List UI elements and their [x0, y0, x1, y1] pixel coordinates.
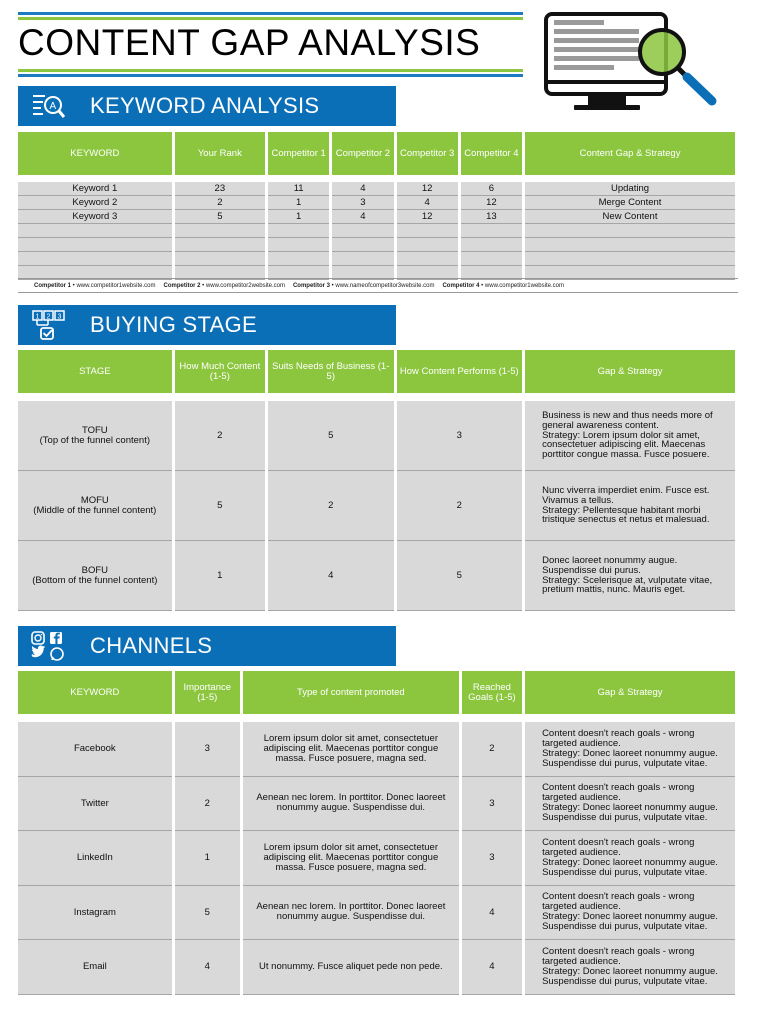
table-cell: 5: [268, 401, 394, 471]
header-channel-gap-strategy: Gap & Strategy: [525, 671, 735, 714]
header-keyword: KEYWORD: [18, 132, 172, 175]
table-cell: [461, 238, 522, 252]
competitor-label: Competitor 1: [34, 282, 72, 289]
header-stage: STAGE: [18, 350, 172, 393]
table-cell: 4: [175, 940, 240, 995]
svg-text:3: 3: [57, 313, 62, 321]
strategy-text: Strategy: Donec laoreet nonummy augue. Suspendisse dui purus, vulputate vitae.: [542, 965, 718, 987]
header-suits-needs: Suits Needs of Business (1-5): [268, 350, 394, 393]
table-row: [18, 252, 735, 266]
table-cell: 2: [175, 196, 265, 210]
header-rule-bottom-blue: [18, 74, 523, 77]
stage-cell: [18, 471, 172, 541]
table-row: [18, 238, 735, 252]
table-cell: 5: [175, 886, 240, 941]
buying-stage-table: [15, 350, 738, 611]
table-cell: Merge Content: [525, 196, 735, 210]
strategy-text: Strategy: Donec laoreet nonummy augue. Suspendisse dui purus, vulputate vitae.: [542, 911, 718, 933]
svg-text:A: A: [49, 101, 57, 112]
table-cell: 12: [397, 210, 458, 224]
table-row: [18, 210, 735, 224]
table-cell: Ut nonummy. Fusce aliquet pede non pede.: [243, 940, 459, 995]
buying-stage-title: BUYING STAGE: [90, 312, 257, 337]
table-cell: Keyword 1: [18, 182, 172, 196]
channel-name: Instagram: [18, 886, 172, 941]
buying-stage-bar: [18, 305, 396, 345]
gap-text: Content doesn't reach goals - wrong targeted audience.: [542, 945, 695, 967]
header-your-rank: Your Rank: [175, 132, 265, 175]
stage-name: TOFU: [81, 424, 108, 436]
table-cell: 5: [175, 471, 265, 541]
table-cell: [525, 252, 735, 266]
stage-description: (Top of the funnel content): [39, 434, 151, 446]
header-rule-bottom-green: [18, 69, 523, 72]
monitor-magnifier-icon: [544, 12, 720, 112]
table-cell: [332, 252, 393, 266]
table-cell: [461, 224, 522, 238]
table-cell: 6: [461, 182, 522, 196]
channel-name: LinkedIn: [18, 831, 172, 886]
header-gap-strategy: Gap & Strategy: [525, 350, 735, 393]
gap-text: Content doesn't reach goals - wrong targeted audience.: [542, 782, 695, 804]
table-cell: 1: [175, 831, 240, 886]
strategy-text: Strategy: Donec laoreet nonummy augue. Suspendisse dui purus, vulputate vitae.: [542, 856, 718, 878]
competitor-label: Competitor 3: [292, 282, 330, 289]
competitor-legend: [18, 278, 738, 293]
strategy-text: Strategy: Scelerisque at, vulputate vitae, pretium mattis, nunc. Mauris eget.: [542, 574, 713, 596]
gap-text: Nunc viverra imperdiet enim. Fusce est. Vivamus a tellus.: [542, 484, 710, 506]
table-cell: 5: [175, 210, 265, 224]
table-cell: Lorem ipsum dolor sit amet, consectetuer adipiscing elit. Maecenas porttitor congue massa. Fusce posuere, magna sed.: [243, 831, 459, 886]
gap-text: Donec laoreet nonummy augue. Suspendisse dui purus.: [542, 554, 678, 576]
competitor-site: www.competitor2website.com: [205, 282, 285, 289]
table-cell: 3: [175, 722, 240, 777]
table-row: [18, 831, 735, 886]
channels-bar: [18, 626, 396, 666]
competitor-site: www.competitor1website.com: [484, 282, 564, 289]
table-cell: 2: [397, 471, 523, 541]
table-cell: [332, 224, 393, 238]
table-cell: [18, 224, 172, 238]
gap-text: Content doesn't reach goals - wrong targeted audience.: [542, 836, 695, 858]
gap-strategy-cell: [525, 886, 735, 941]
table-cell: [525, 238, 735, 252]
header-channel-keyword: KEYWORD: [18, 671, 172, 714]
table-cell: 4: [462, 940, 522, 995]
table-row: [18, 196, 735, 210]
competitor-1-note: Competitor 1 • www.competitor1website.com: [34, 282, 156, 289]
stage-name: MOFU: [80, 494, 109, 506]
table-cell: 1: [268, 210, 329, 224]
gap-strategy-cell: [525, 541, 735, 611]
stage-name: BOFU: [81, 564, 109, 576]
table-cell: [268, 252, 329, 266]
table-cell: [397, 224, 458, 238]
strategy-text: Strategy: Donec laoreet nonummy augue. Suspendisse dui purus, vulputate vitae.: [542, 747, 718, 769]
strategy-text: Strategy: Pellentesque habitant morbi tristique senectus et netus et malesuad.: [542, 504, 710, 526]
table-cell: [397, 238, 458, 252]
channels-title: CHANNELS: [90, 633, 213, 658]
table-row: [18, 722, 735, 777]
strategy-text: Strategy: Donec laoreet nonummy augue. Suspendisse dui purus, vulputate vitae.: [542, 802, 718, 824]
table-cell: 11: [268, 182, 329, 196]
table-cell: [18, 238, 172, 252]
table-cell: Keyword 2: [18, 196, 172, 210]
table-cell: [18, 252, 172, 266]
competitor-4-note: Competitor 4 • www.competitor1website.com: [442, 282, 564, 289]
stage-cell: [18, 401, 172, 471]
gap-strategy-cell: [525, 722, 735, 777]
header-competitor-3: Competitor 3: [397, 132, 458, 175]
table-row: [18, 777, 735, 832]
table-cell: 4: [462, 886, 522, 941]
channels-table: [15, 671, 738, 995]
table-cell: [175, 224, 265, 238]
table-cell: Aenean nec lorem. In porttitor. Donec laoreet nonummy augue. Suspendisse dui.: [243, 886, 459, 941]
table-cell: [397, 252, 458, 266]
channel-name: Facebook: [18, 722, 172, 777]
stage-cell: [18, 541, 172, 611]
table-cell: [268, 224, 329, 238]
header-competitor-1: Competitor 1: [268, 132, 329, 175]
competitor-site: www.nameofcompetitor3website.com: [335, 282, 435, 289]
table-row: [18, 182, 735, 196]
header-competitor-2: Competitor 2: [332, 132, 393, 175]
table-cell: New Content: [525, 210, 735, 224]
competitor-label: Competitor 4: [442, 282, 480, 289]
gap-strategy-cell: [525, 940, 735, 995]
numbered-steps-icon: [26, 305, 72, 345]
social-media-icon: [26, 626, 72, 666]
table-cell: 12: [397, 182, 458, 196]
page-title: CONTENT GAP ANALYSIS: [18, 22, 481, 63]
gap-strategy-cell: [525, 777, 735, 832]
keyword-table: [15, 132, 738, 280]
header-rule-top-blue: [18, 12, 523, 15]
table-cell: 4: [332, 210, 393, 224]
header-reached-goals: Reached Goals (1-5): [462, 671, 522, 714]
channel-name: Email: [18, 940, 172, 995]
svg-text:1: 1: [35, 313, 40, 321]
competitor-site: www.competitor1website.com: [76, 282, 156, 289]
keyword-analysis-bar: [18, 86, 396, 126]
table-row: [18, 541, 735, 611]
gap-strategy-cell: [525, 401, 735, 471]
keyword-search-icon: [26, 86, 72, 126]
table-cell: Aenean nec lorem. In porttitor. Donec laoreet nonummy augue. Suspendisse dui.: [243, 777, 459, 832]
table-row: [18, 471, 735, 541]
table-cell: 2: [175, 777, 240, 832]
channel-name: Twitter: [18, 777, 172, 832]
table-cell: 4: [397, 196, 458, 210]
table-cell: 12: [461, 196, 522, 210]
gap-text: Content doesn't reach goals - wrong targeted audience.: [542, 727, 695, 749]
svg-text:2: 2: [46, 313, 51, 321]
header-how-content-performs: How Content Performs (1-5): [397, 350, 523, 393]
table-cell: Keyword 3: [18, 210, 172, 224]
table-cell: 3: [462, 777, 522, 832]
table-cell: Updating: [525, 182, 735, 196]
gap-strategy-cell: [525, 471, 735, 541]
gap-strategy-cell: [525, 831, 735, 886]
table-cell: [175, 238, 265, 252]
keyword-analysis-title: KEYWORD ANALYSIS: [90, 93, 320, 118]
table-row: [18, 224, 735, 238]
table-cell: [461, 252, 522, 266]
competitor-2-note: Competitor 2 • www.competitor2website.com: [163, 282, 285, 289]
table-cell: 1: [175, 541, 265, 611]
gap-text: Business is new and thus needs more of general awareness content.: [542, 409, 713, 431]
table-cell: 1: [268, 196, 329, 210]
table-row: [18, 401, 735, 471]
gap-text: Content doesn't reach goals - wrong targeted audience.: [542, 891, 695, 913]
table-cell: 3: [332, 196, 393, 210]
table-cell: 3: [397, 401, 523, 471]
table-cell: 4: [268, 541, 394, 611]
competitor-label: Competitor 2: [163, 282, 201, 289]
table-cell: [332, 238, 393, 252]
table-cell: 13: [461, 210, 522, 224]
header-content-gap: Content Gap & Strategy: [525, 132, 735, 175]
table-row: [18, 940, 735, 995]
table-cell: Lorem ipsum dolor sit amet, consectetuer adipiscing elit. Maecenas porttitor congue massa. Fusce posuere, magna sed.: [243, 722, 459, 777]
header-importance: Importance (1-5): [175, 671, 240, 714]
stage-description: (Bottom of the funnel content): [32, 574, 158, 586]
header-competitor-4: Competitor 4: [461, 132, 522, 175]
stage-description: (Middle of the funnel content): [33, 504, 157, 516]
table-cell: 2: [268, 471, 394, 541]
strategy-text: Strategy: Lorem ipsum dolor sit amet, consectetuer adipiscing elit. Maecenas porttitor congue massa. Fusce posuere.: [542, 429, 710, 461]
header-rule-top-green: [18, 17, 523, 20]
table-cell: [525, 224, 735, 238]
table-cell: 2: [462, 722, 522, 777]
table-cell: 4: [332, 182, 393, 196]
table-cell: 5: [397, 541, 523, 611]
table-cell: 23: [175, 182, 265, 196]
table-cell: 2: [175, 401, 265, 471]
table-cell: 3: [462, 831, 522, 886]
competitor-3-note: Competitor 3 • www.nameofcompetitor3website.com: [292, 282, 435, 289]
table-cell: [175, 252, 265, 266]
header-content-type: Type of content promoted: [243, 671, 459, 714]
header-how-much-content: How Much Content (1-5): [175, 350, 265, 393]
table-cell: [268, 238, 329, 252]
table-row: [18, 886, 735, 941]
